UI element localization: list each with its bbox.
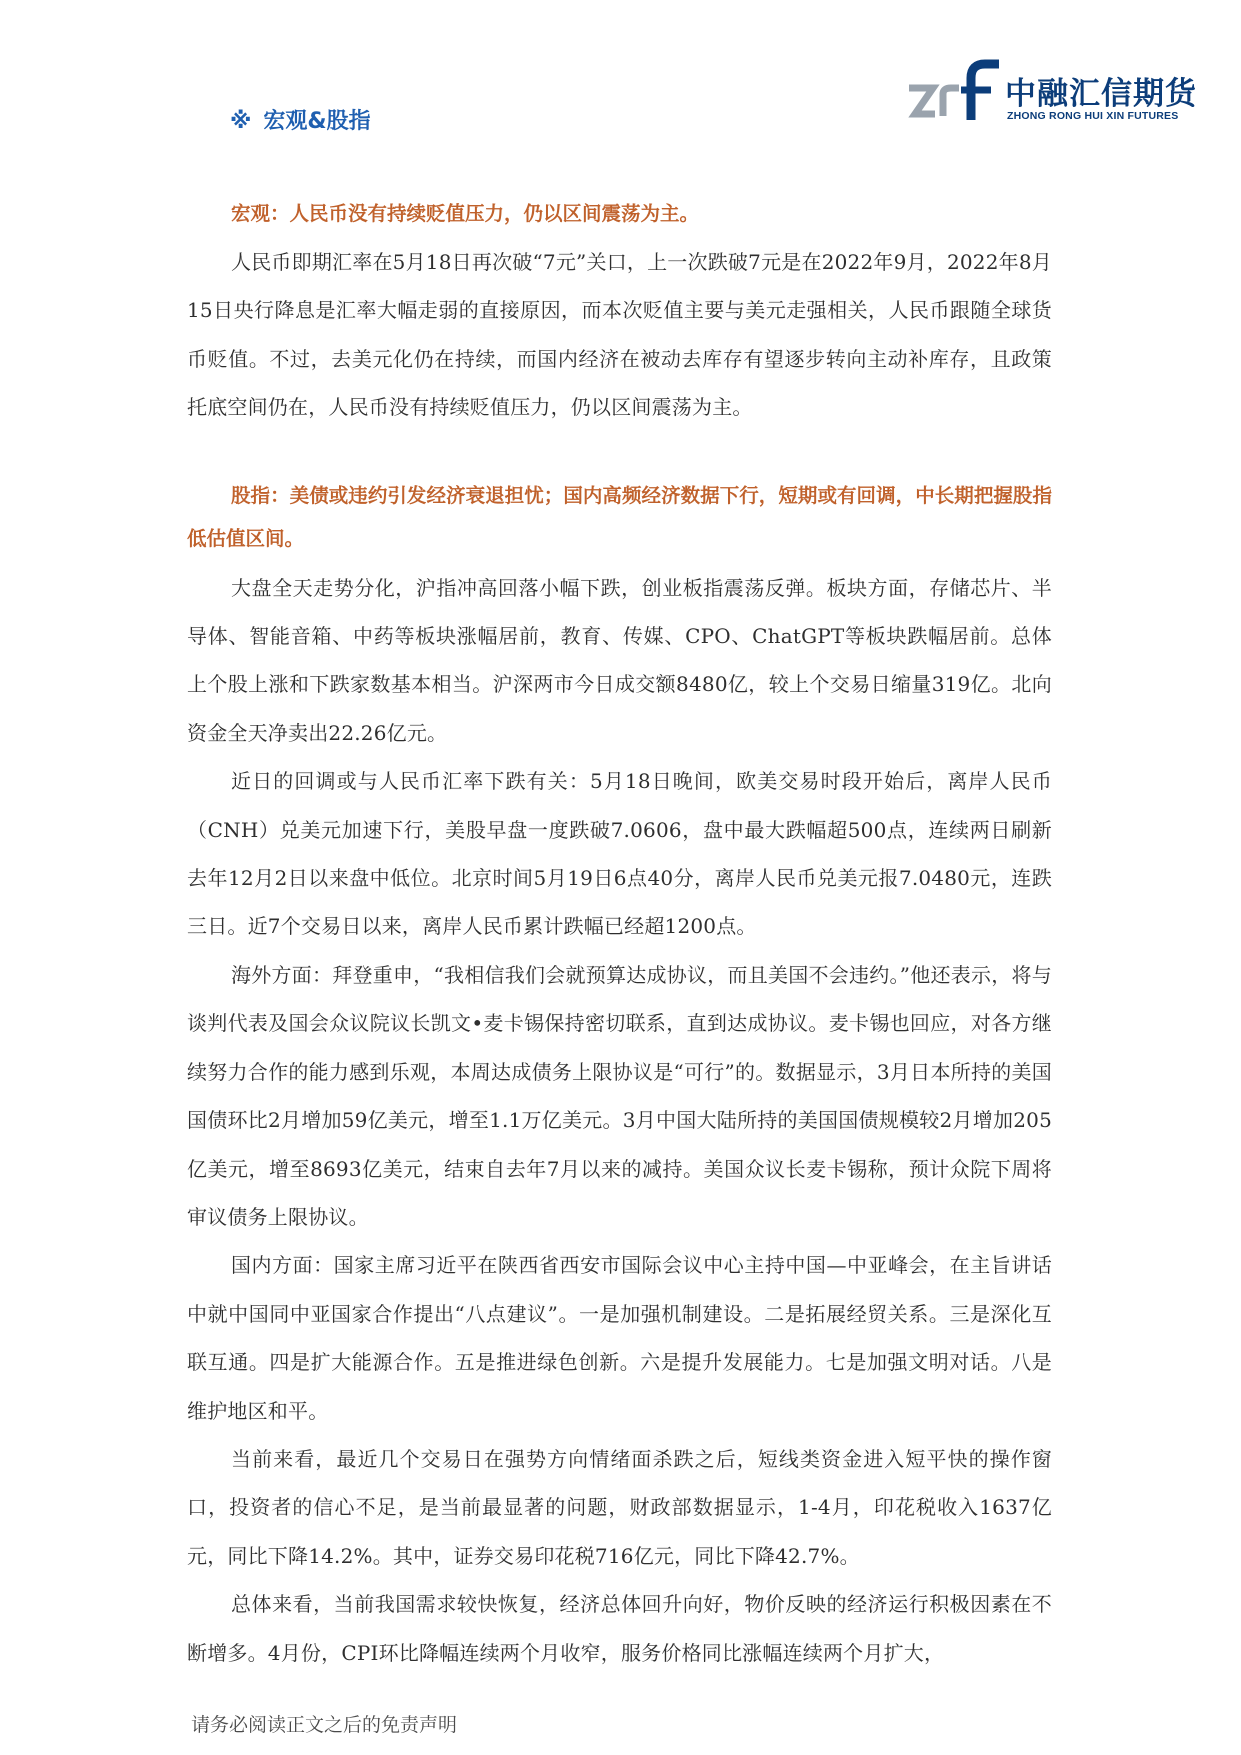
index-paragraph: 海外方面：拜登重申，“我相信我们会就预算达成协议，而且美国不会违约。”他还表示，将与谈判代表及国会众议院议长凯文•麦卡锡保持密切联系，直到达成协议。麦卡锡也回应，对各方继续努力合作的能力感到乐观，本周达成债务上限协议是“可行”的。数据显示，3月日本所持的美国国债环比2月增加59亿美元，增至1.1万亿美元。3月中国大陆所持的美国国债规模较2月增加205亿美元，增至8693亿美元，结束自去年7月以来的减持。美国众议长麦卡锡称，预计众院下周将审议债务上限协议。 bbox=[187, 962, 1052, 1229]
article-body bbox=[187, 190, 1052, 1677]
logo-name-en: ZHONG RONG HUI XIN FUTURES bbox=[1007, 110, 1179, 122]
index-paragraph: 近日的回调或与人民币汇率下跌有关：5月18日晚间，欧美交易时段开始后，离岸人民币（CNH）兑美元加速下行，美股早盘一度跌破7.0606，盘中最大跌幅超500点，连续两日刷新去年12月2日以来盘中低位。北京时间5月19日6点40分，离岸人民币兑美元报7.0480元，连跌三日。近7个交易日以来，离岸人民币累计跌幅已经超1200点。 bbox=[187, 769, 1052, 939]
section-title bbox=[230, 104, 371, 135]
index-paragraph: 总体来看，当前我国需求较快恢复，经济总体回升向好，物价反映的经济运行积极因素在不断增多。4月份，CPI环比降幅连续两个月收窄，服务价格同比涨幅连续两个月扩大， bbox=[187, 1592, 1052, 1665]
spacer bbox=[187, 432, 1052, 454]
company-logo bbox=[905, 58, 1195, 128]
macro-heading: 宏观：人民币没有持续贬值压力，仍以区间震荡为主。 bbox=[231, 202, 700, 225]
logo-name-cn: 中融汇信期货 bbox=[1005, 76, 1197, 112]
index-heading: 股指：美债或违约引发经济衰退担忧；国内高频经济数据下行，短期或有回调，中长期把握股指低估值区间。 bbox=[187, 483, 1052, 550]
index-paragraph: 国内方面：国家主席习近平在陕西省西安市国际会议中心主持中国—中亚峰会，在主旨讲话中就中国同中亚国家合作提出“八点建议”。一是加强机制建设。二是拓展经贸关系。三是深化互联互通。四是扩大能源合作。五是推进绿色创新。六是提升发展能力。七是加强文明对话。八是维护地区和平。 bbox=[187, 1253, 1052, 1423]
zrf-logo-icon bbox=[905, 58, 1005, 124]
index-paragraph: 当前来看，最近几个交易日在强势方向情绪面杀跌之后，短线类资金进入短平快的操作窗口，投资者的信心不足，是当前最显著的问题，财政部数据显示，1-4月，印花税收入1637亿元，同比下降14.2%。其中，证券交易印花税716亿元，同比下降42.7%。 bbox=[187, 1446, 1052, 1568]
macro-paragraph: 人民币即期汇率在5月18日再次破“7元”关口，上一次跌破7元是在2022年9月，2022年8月15日央行降息是汇率大幅走弱的直接原因，而本次贬值主要与美元走强相关，人民币跟随全球货币贬值。不过，去美元化仍在持续，而国内经济在被动去库存有望逐步转向主动补库存，且政策托底空间仍在，人民币没有持续贬值压力，仍以区间震荡为主。 bbox=[187, 250, 1052, 420]
reference-mark-icon: ※ bbox=[230, 109, 252, 134]
footer-disclaimer: 请务必阅读正文之后的免责声明 bbox=[191, 1714, 458, 1736]
index-paragraph: 大盘全天走势分化，沪指冲高回落小幅下跌，创业板指震荡反弹。板块方面，存储芯片、半导体、智能音箱、中药等板块涨幅居前，教育、传媒、CPO、ChatGPT等板块跌幅居前。总体上个股上涨和下跌家数基本相当。沪深两市今日成交额8480亿，较上个交易日缩量319亿。北向资金全天净卖出22.26亿元。 bbox=[187, 575, 1052, 745]
section-title-text: 宏观&股指 bbox=[263, 109, 371, 134]
